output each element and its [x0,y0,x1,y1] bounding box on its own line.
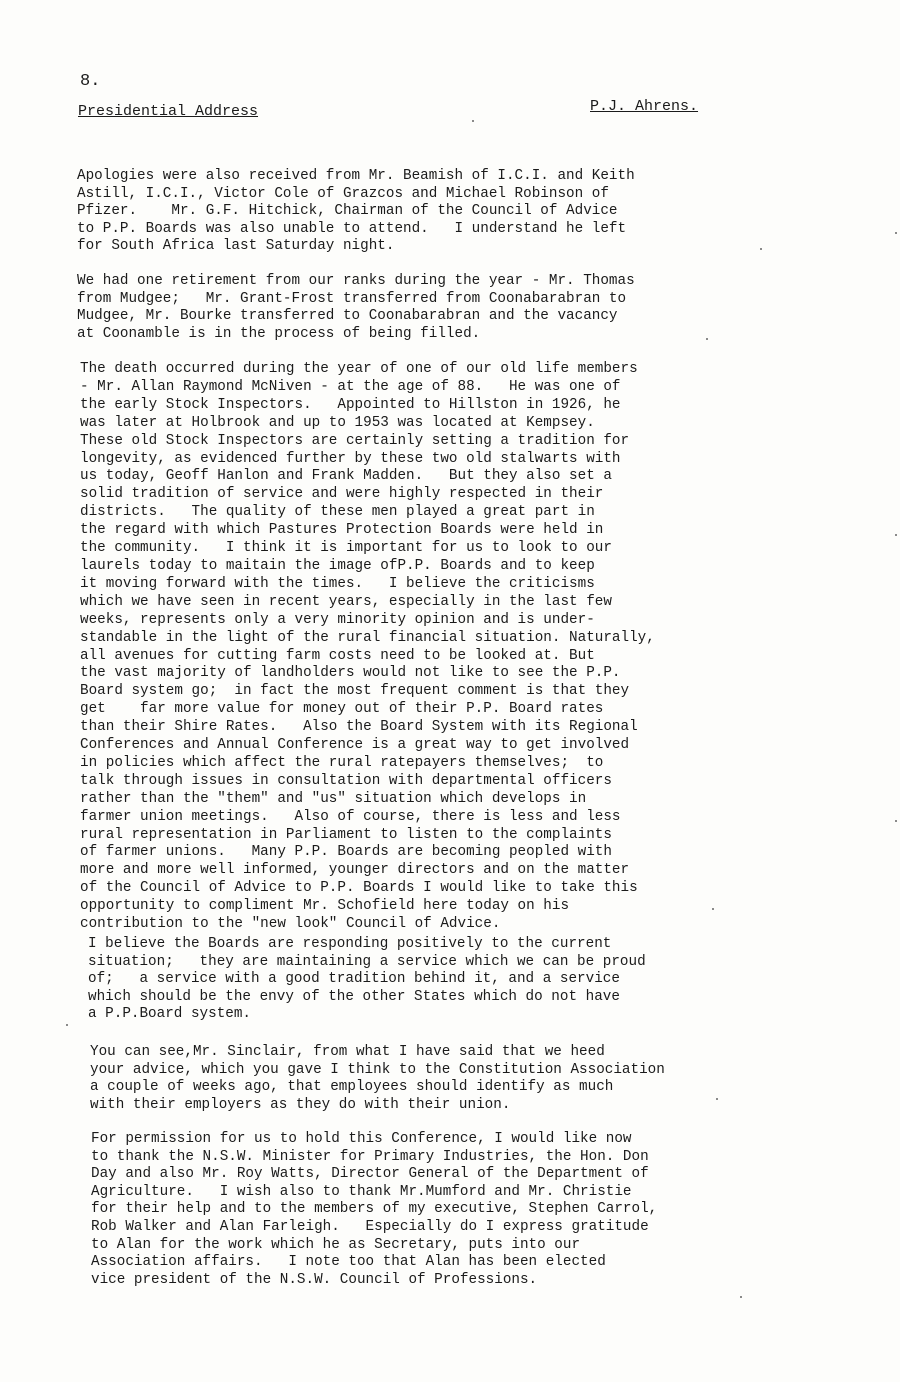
scan-speck [66,1024,68,1026]
author-name: P.J. Ahrens. [590,98,699,115]
scan-speck [472,120,474,122]
document-title: Presidential Address [78,103,259,120]
paragraph-apologies: Apologies were also received from Mr. Beamish of I.C.I. and Keith Astill, I.C.I., Victor Cole of Grazcos and Michael Robinson of Pfizer. Mr. G.F. Hitchick, Chairman of the Council of Advice to P.P. Boards was also unable to attend. I understand he left for South Africa last Saturday night. [77,168,635,255]
paragraph-advice: You can see,Mr. Sinclair, from what I have said that we heed your advice, which you gave I think to the Constitution Association a couple of weeks ago, that employees should identify as much with their employers as they do with their union. [90,1044,665,1113]
scan-speck [706,338,708,340]
scan-speck [712,908,714,910]
page-number: 8. [80,72,101,91]
paragraph-thanks: For permission for us to hold this Conference, I would like now to thank the N.S.W. Minister for Primary Industries, the Hon. Don Day and also Mr. Roy Watts, Director General of the Department of Agriculture. I wish also to thank Mr.Mumford and Mr. Christie for their help and to the members of my executive, Stephen Carrol, Rob Walker and Alan Farleigh. Especially do I express gratitude to Alan for the work which he as Secretary, puts into our Association affairs. I note too that Alan has been elected vice president of the N.S.W. Council of Professions. [91,1131,658,1288]
paragraph-retirement: We had one retirement from our ranks during the year - Mr. Thomas from Mudgee; Mr. Grant-Frost transferred from Coonabarabran to Mudgee, Mr. Bourke transferred to Coonabarabran and the vacancy at Coonamble is in the process of being filled. [77,273,635,342]
scan-speck [760,248,762,250]
paragraph-obituary: The death occurred during the year of one of our old life members - Mr. Allan Raymond McNiven - at the age of 88. He was one of the early Stock Inspectors. Appointed to Hillston in 1926, he was later at Holbrook and up to 1953 was located at Kempsey. These old Stock Inspectors are certainly setting a tradition for longevity, as evidenced further by these two old stalwarts with us today, Geoff Hanlon and Frank Madden. But they also set a solid tradition of service and were highly respected in their districts. The quality of these men played a great part in the regard with which Pastures Protection Boards were held in the community. I think it is important for us to look to our laurels today to maitain the image ofP.P. Boards and to keep it moving forward with the times. I believe the criticisms which we have seen in recent years, especially in the last few weeks, represents only a very minority opinion and is under- standable in the light of the rural financial situation. Naturally, all avenues for cutting farm costs need to be looked at. But the vast majority of landholders would not like to see the P.P. Board system go; in fact the most frequent comment is that they get far more value for money out of their P.P. Board rates than their Shire Rates. Also the Board System with its Regional Conferences and Annual Conference is a great way to get involved in policies which affect the rural ratepayers themselves; to talk through issues in consultation with departmental officers rather than the "them" and "us" situation which develops in farmer union meetings. Also of course, there is less and less rural representation in Parliament to listen to the complaints of farmer unions. Many P.P. Boards are becoming peopled with more and more well informed, younger directors and on the matter of the Council of Advice to P.P. Boards I would like to take this opportunity to compliment Mr. Schofield here today on his contribution to the "new look" Council of Advice. [80,361,655,933]
scan-speck [895,820,897,822]
scan-speck [895,534,897,536]
paragraph-boards-response: I believe the Boards are responding positively to the current situation; they are maintaining a service which we can be proud of; a service with a good tradition behind it, and a service which should be the envy of the other States which do not have a P.P.Board system. [88,936,646,1023]
scan-speck [740,1296,742,1298]
scan-speck [716,1098,718,1100]
scan-speck [895,232,897,234]
